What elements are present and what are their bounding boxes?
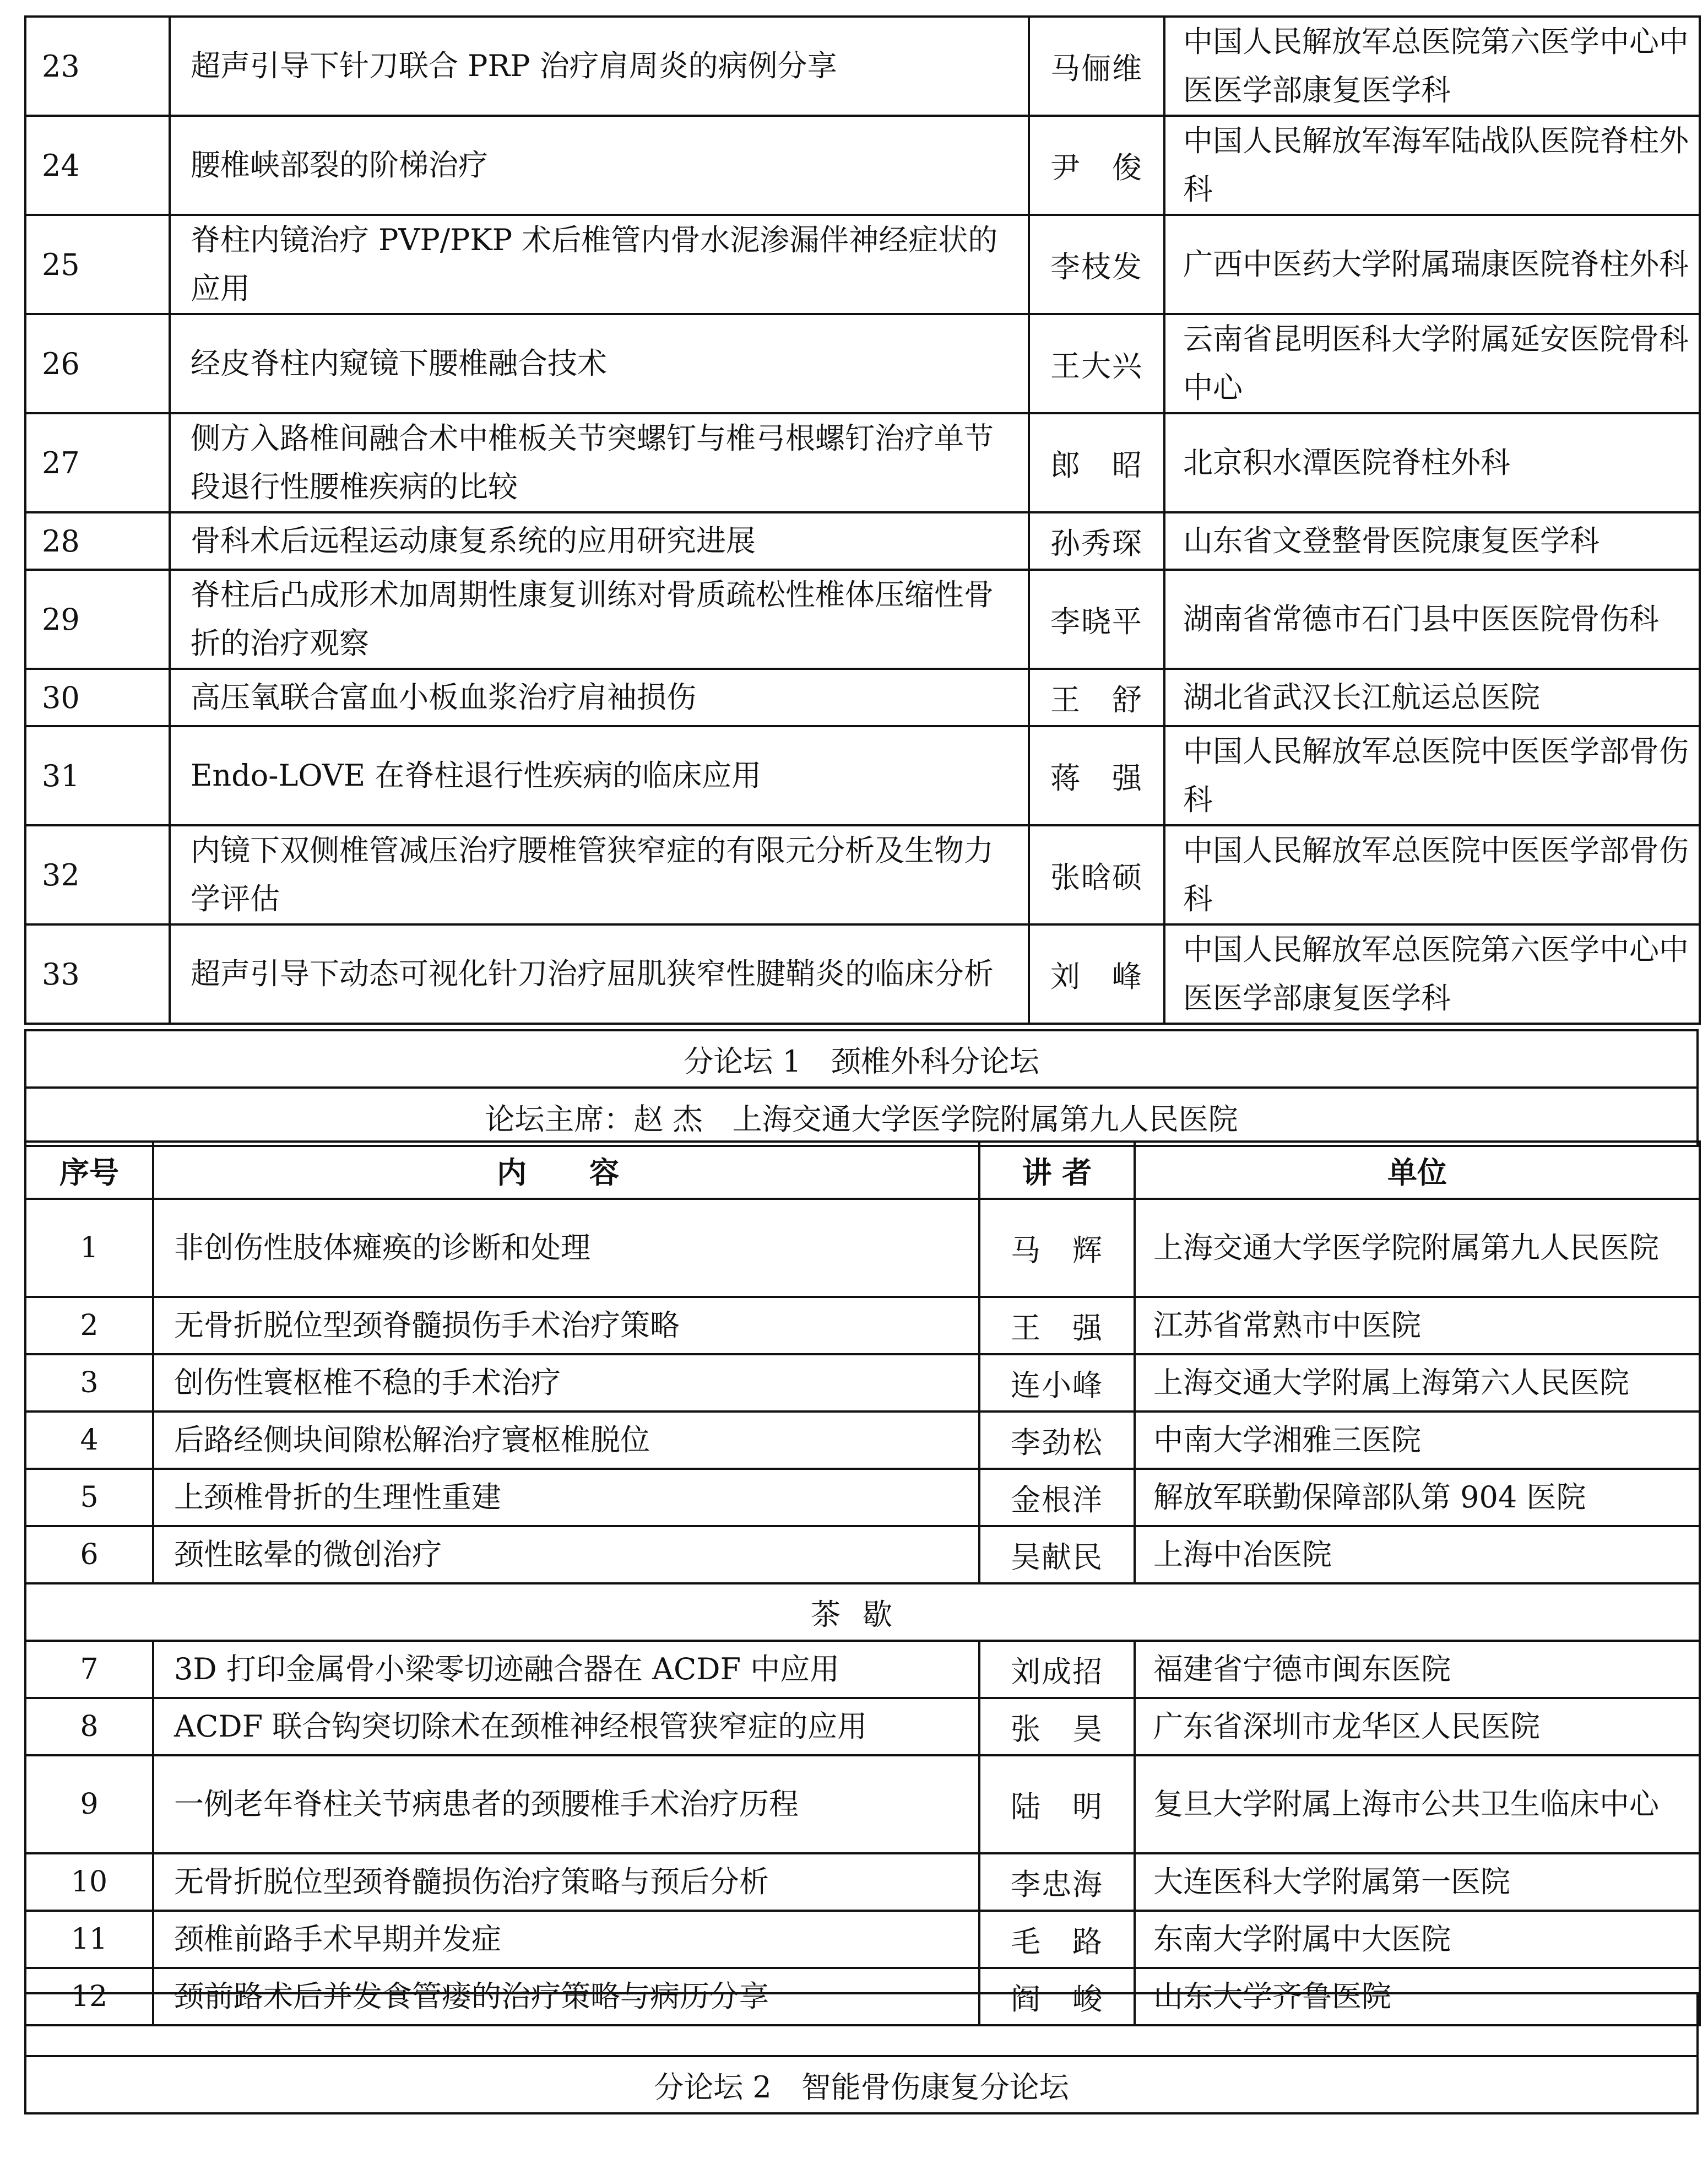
row-organization: 广西中医药大学附属瑞康医院脊柱外科	[1164, 215, 1700, 314]
row-title: 后路经侧块间隙松解治疗寰枢椎脱位	[153, 1412, 979, 1469]
table-row	[25, 1911, 1700, 1968]
table-row	[25, 924, 1700, 1024]
row-number: 24	[25, 116, 170, 215]
row-number: 4	[25, 1412, 153, 1469]
row-organization: 中国人民解放军总医院第六医学中心中医医学部康复医学科	[1164, 17, 1700, 116]
row-number: 3	[25, 1354, 153, 1412]
row-organization: 解放军联勤保障部队第 904 医院	[1135, 1469, 1700, 1526]
row-number: 23	[25, 17, 170, 116]
table-row	[25, 1755, 1700, 1853]
forum2-header	[24, 1992, 1699, 2114]
row-title: 经皮脊柱内窥镜下腰椎融合技术	[170, 314, 1029, 413]
table-row	[25, 570, 1700, 669]
table-row	[25, 1526, 1700, 1583]
row-speaker: 刘 峰	[1029, 924, 1164, 1024]
forum1-header	[24, 1029, 1699, 1147]
row-number: 11	[25, 1911, 153, 1968]
row-organization: 福建省宁德市闽东医院	[1135, 1641, 1700, 1698]
row-number: 33	[25, 924, 170, 1024]
row-speaker: 李劲松	[979, 1412, 1135, 1469]
row-number: 10	[25, 1853, 153, 1911]
row-number: 28	[25, 512, 170, 570]
row-title: 颈性眩晕的微创治疗	[153, 1526, 979, 1583]
row-number: 9	[25, 1755, 153, 1853]
schedule-table-part1	[24, 15, 1701, 1025]
table-row	[25, 413, 1700, 512]
row-speaker: 王大兴	[1029, 314, 1164, 413]
row-speaker: 刘成招	[979, 1641, 1135, 1698]
row-title: 内镜下双侧椎管减压治疗腰椎管狭窄症的有限元分析及生物力学评估	[170, 825, 1029, 924]
table-row	[25, 215, 1700, 314]
table-row	[25, 1469, 1700, 1526]
row-speaker: 连小峰	[979, 1354, 1135, 1412]
table-header-row	[25, 1142, 1700, 1199]
row-title: 脊柱内镜治疗 PVP/PKP 术后椎管内骨水泥渗漏伴神经症状的应用	[170, 215, 1029, 314]
row-number: 2	[25, 1297, 153, 1354]
break-label: 茶歇	[25, 1583, 1700, 1641]
table-row	[25, 1853, 1700, 1911]
table-row	[25, 1698, 1700, 1755]
row-number: 12	[25, 1968, 153, 2025]
row-organization: 中国人民解放军总医院第六医学中心中医医学部康复医学科	[1164, 924, 1700, 1024]
table-row	[25, 825, 1700, 924]
row-title: 一例老年脊柱关节病患者的颈腰椎手术治疗历程	[153, 1755, 979, 1853]
schedule-table-forum1	[24, 1140, 1701, 2026]
row-number: 31	[25, 726, 170, 825]
row-number: 30	[25, 669, 170, 726]
row-speaker: 毛 路	[979, 1911, 1135, 1968]
row-title: 骨科术后远程运动康复系统的应用研究进展	[170, 512, 1029, 570]
table-row	[25, 669, 1700, 726]
row-title: 颈椎前路手术早期并发症	[153, 1911, 979, 1968]
row-organization: 中国人民解放军总医院中医医学部骨伤科	[1164, 825, 1700, 924]
row-title: 3D 打印金属骨小梁零切迹融合器在 ACDF 中应用	[153, 1641, 979, 1698]
table-row	[25, 17, 1700, 116]
row-organization: 江苏省常熟市中医院	[1135, 1297, 1700, 1354]
forum-title: 分论坛 1 颈椎外科分论坛	[25, 1030, 1698, 1088]
table-row	[25, 512, 1700, 570]
row-number: 6	[25, 1526, 153, 1583]
row-speaker: 马 辉	[979, 1199, 1135, 1297]
row-organization: 大连医科大学附属第一医院	[1135, 1853, 1700, 1911]
row-title: 超声引导下针刀联合 PRP 治疗肩周炎的病例分享	[170, 17, 1029, 116]
row-title: 脊柱后凸成形术加周期性康复训练对骨质疏松性椎体压缩性骨折的治疗观察	[170, 570, 1029, 669]
row-organization: 上海交通大学附属上海第六人民医院	[1135, 1354, 1700, 1412]
row-title: 无骨折脱位型颈脊髓损伤手术治疗策略	[153, 1297, 979, 1354]
row-speaker: 李忠海	[979, 1853, 1135, 1911]
row-title: ACDF 联合钩突切除术在颈椎神经根管狭窄症的应用	[153, 1698, 979, 1755]
header-num: 序号	[25, 1142, 153, 1199]
row-organization: 北京积水潭医院脊柱外科	[1164, 413, 1700, 512]
row-title: Endo-LOVE 在脊柱退行性疾病的临床应用	[170, 726, 1029, 825]
row-speaker: 尹 俊	[1029, 116, 1164, 215]
row-speaker: 郎 昭	[1029, 413, 1164, 512]
row-speaker: 李晓平	[1029, 570, 1164, 669]
row-number: 27	[25, 413, 170, 512]
table-row	[25, 116, 1700, 215]
row-speaker: 王 强	[979, 1297, 1135, 1354]
row-organization: 广东省深圳市龙华区人民医院	[1135, 1698, 1700, 1755]
table-row	[25, 314, 1700, 413]
row-number: 1	[25, 1199, 153, 1297]
header-speaker: 讲 者	[979, 1142, 1135, 1199]
row-title: 高压氧联合富血小板血浆治疗肩袖损伤	[170, 669, 1029, 726]
row-speaker: 李枝发	[1029, 215, 1164, 314]
forum2-title: 分论坛 2 智能骨伤康复分论坛	[25, 2056, 1698, 2113]
row-organization: 中国人民解放军海军陆战队医院脊柱外科	[1164, 116, 1700, 215]
row-speaker: 张晗硕	[1029, 825, 1164, 924]
row-number: 7	[25, 1641, 153, 1698]
blank-row	[25, 1993, 1698, 2056]
header-content: 内 容	[153, 1142, 979, 1199]
row-number: 26	[25, 314, 170, 413]
row-organization: 中国人民解放军总医院中医医学部骨伤科	[1164, 726, 1700, 825]
row-organization: 山东大学齐鲁医院	[1135, 1968, 1700, 2025]
row-speaker: 张 昊	[979, 1698, 1135, 1755]
row-organization: 山东省文登整骨医院康复医学科	[1164, 512, 1700, 570]
row-speaker: 阎 峻	[979, 1968, 1135, 2025]
row-number: 25	[25, 215, 170, 314]
table-row	[25, 726, 1700, 825]
table-row	[25, 1297, 1700, 1354]
row-speaker: 金根洋	[979, 1469, 1135, 1526]
forum-chair: 论坛主席：赵 杰 上海交通大学医学院附属第九人民医院	[25, 1088, 1698, 1146]
row-title: 侧方入路椎间融合术中椎板关节突螺钉与椎弓根螺钉治疗单节段退行性腰椎疾病的比较	[170, 413, 1029, 512]
row-organization: 上海中冶医院	[1135, 1526, 1700, 1583]
row-organization: 东南大学附属中大医院	[1135, 1911, 1700, 1968]
row-title: 超声引导下动态可视化针刀治疗屈肌狭窄性腱鞘炎的临床分析	[170, 924, 1029, 1024]
table-row	[25, 1412, 1700, 1469]
row-organization: 复旦大学附属上海市公共卫生临床中心	[1135, 1755, 1700, 1853]
row-number: 5	[25, 1469, 153, 1526]
table-row	[25, 1641, 1700, 1698]
row-organization: 湖北省武汉长江航运总医院	[1164, 669, 1700, 726]
row-title: 腰椎峡部裂的阶梯治疗	[170, 116, 1029, 215]
row-title: 颈前路术后并发食管瘘的治疗策略与病历分享	[153, 1968, 979, 2025]
row-speaker: 马俪维	[1029, 17, 1164, 116]
row-organization: 中南大学湘雅三医院	[1135, 1412, 1700, 1469]
row-speaker: 王 舒	[1029, 669, 1164, 726]
row-title: 上颈椎骨折的生理性重建	[153, 1469, 979, 1526]
row-title: 创伤性寰枢椎不稳的手术治疗	[153, 1354, 979, 1412]
row-number: 32	[25, 825, 170, 924]
row-speaker: 孙秀琛	[1029, 512, 1164, 570]
row-number: 29	[25, 570, 170, 669]
header-org: 单位	[1135, 1142, 1700, 1199]
row-speaker: 蒋 强	[1029, 726, 1164, 825]
table-row	[25, 1354, 1700, 1412]
row-speaker: 陆 明	[979, 1755, 1135, 1853]
row-number: 8	[25, 1698, 153, 1755]
table-row	[25, 1199, 1700, 1297]
row-speaker: 吴献民	[979, 1526, 1135, 1583]
row-organization: 湖南省常德市石门县中医医院骨伤科	[1164, 570, 1700, 669]
row-organization: 云南省昆明医科大学附属延安医院骨科中心	[1164, 314, 1700, 413]
row-title: 无骨折脱位型颈脊髓损伤治疗策略与预后分析	[153, 1853, 979, 1911]
break-row	[25, 1583, 1700, 1641]
row-organization: 上海交通大学医学院附属第九人民医院	[1135, 1199, 1700, 1297]
row-title: 非创伤性肢体瘫痪的诊断和处理	[153, 1199, 979, 1297]
